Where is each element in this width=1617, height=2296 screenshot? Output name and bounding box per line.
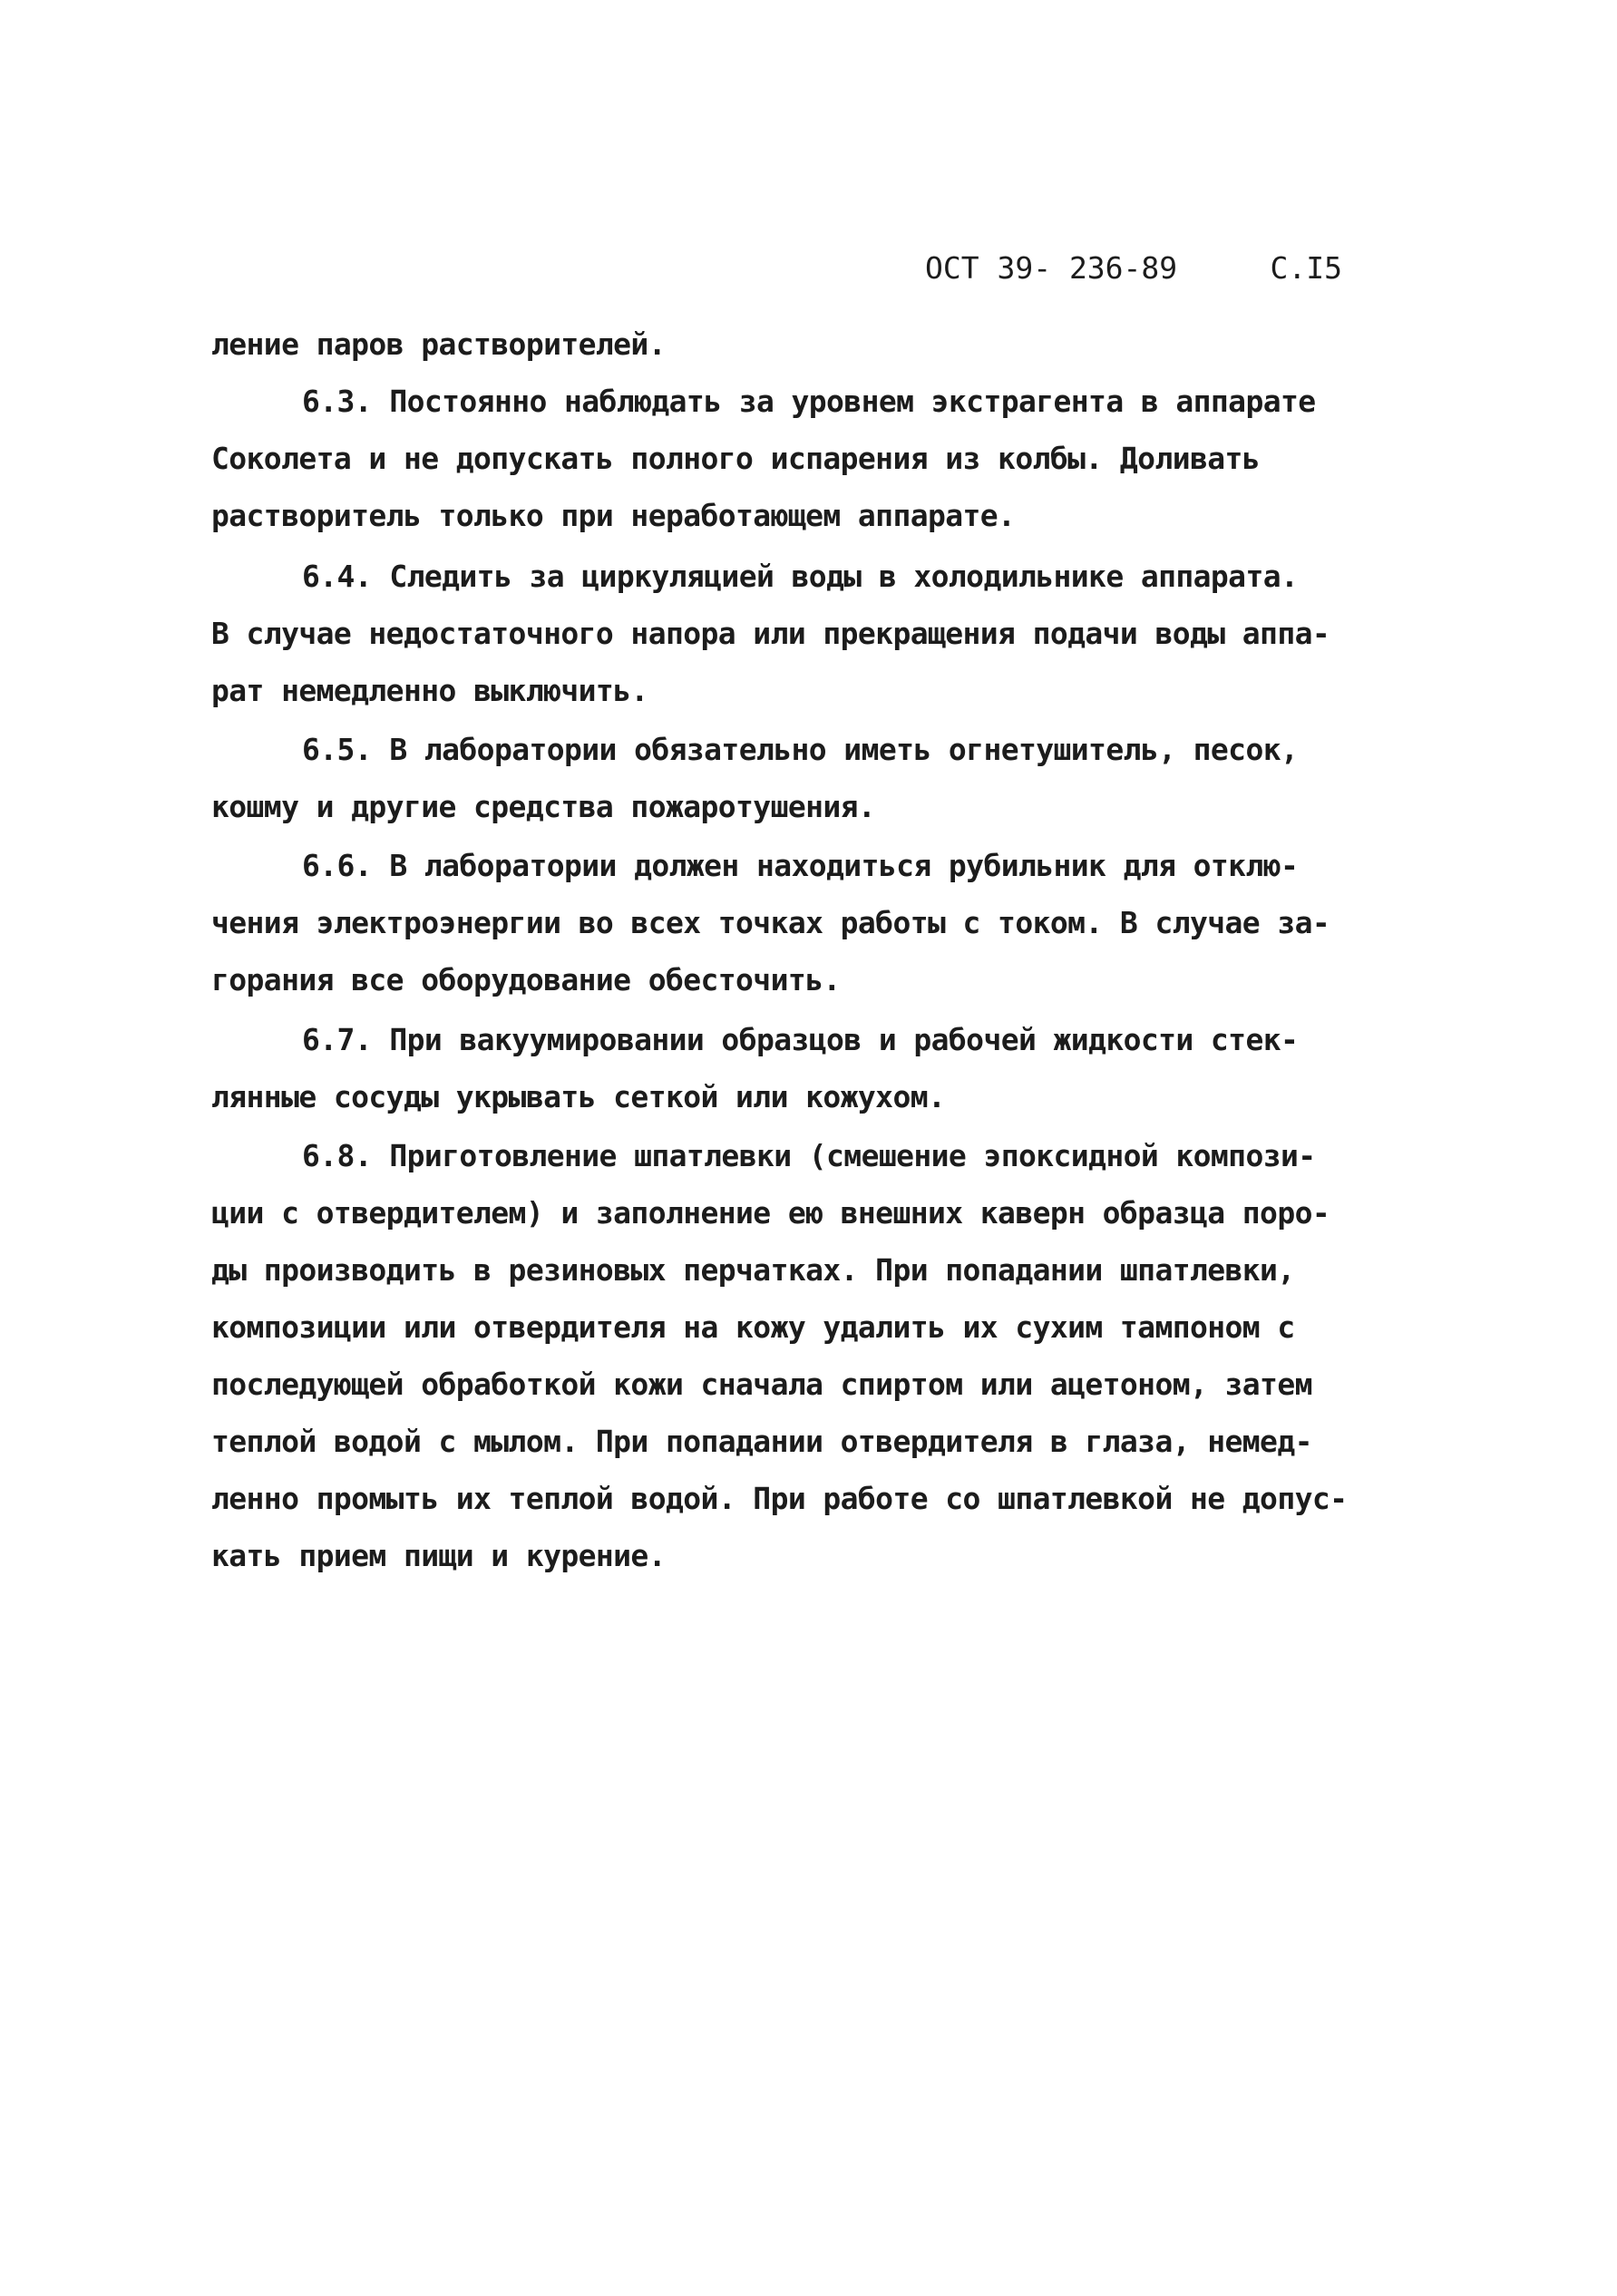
paragraph-6-5-start: 6.5. В лаборатории обязательно иметь огнетушитель, песок, (302, 732, 1299, 767)
paragraph-6-3-start: 6.3. Постоянно наблюдать за уровнем экстрагента в аппарате (302, 384, 1316, 419)
text-line: ции с отвердителем) и заполнение ею внешних каверн образца поро- (211, 1195, 1330, 1231)
paragraph-6-8-start: 6.8. Приготовление шпатлевки (смешение эпоксидной компози- (302, 1138, 1316, 1173)
text-line: кать прием пищи и курение. (211, 1538, 666, 1573)
text-line: ление паров растворителей. (211, 326, 666, 362)
text-line: растворитель только при неработающем аппарате. (211, 498, 1016, 533)
text-line: ды производить в резиновых перчатках. При попадании шпатлевки, (211, 1252, 1295, 1288)
paragraph-6-6-start: 6.6. В лаборатории должен находиться рубильник для отклю- (302, 848, 1299, 883)
text-line: чения электроэнергии во всех точках работы с током. В случае за- (211, 905, 1330, 940)
text-line: горания все оборудование обесточить. (211, 962, 841, 997)
text-line: ленно промыть их теплой водой. При работе со шпатлевкой не допус- (211, 1481, 1348, 1516)
text-line: лянные сосуды укрывать сеткой или кожухом. (211, 1079, 946, 1114)
text-line: кошму и другие средства пожаротушения. (211, 789, 876, 824)
text-line: рат немедленно выключить. (211, 673, 648, 708)
paragraph-6-7-start: 6.7. При вакуумировании образцов и рабочей жидкости стек- (302, 1022, 1299, 1057)
text-line: В случае недостаточного напора или прекращения подачи воды аппа- (211, 616, 1330, 651)
text-line: Соколета и не допускать полного испарения из колбы. Доливать (211, 441, 1261, 476)
text-line: последующей обработкой кожи сначала спиртом или ацетоном, затем (211, 1367, 1312, 1402)
document-code: ОСТ 39- 236-89 (925, 250, 1178, 286)
page-header (925, 247, 1342, 290)
page-number: С.I5 (1270, 250, 1342, 286)
text-line: композиции или отвердителя на кожу удалить их сухим тампоном с (211, 1309, 1295, 1345)
text-line: теплой водой с мылом. При попадании отвердителя в глаза, немед- (211, 1424, 1312, 1459)
paragraph-6-4-start: 6.4. Следить за циркуляцией воды в холодильнике аппарата. (302, 559, 1299, 594)
